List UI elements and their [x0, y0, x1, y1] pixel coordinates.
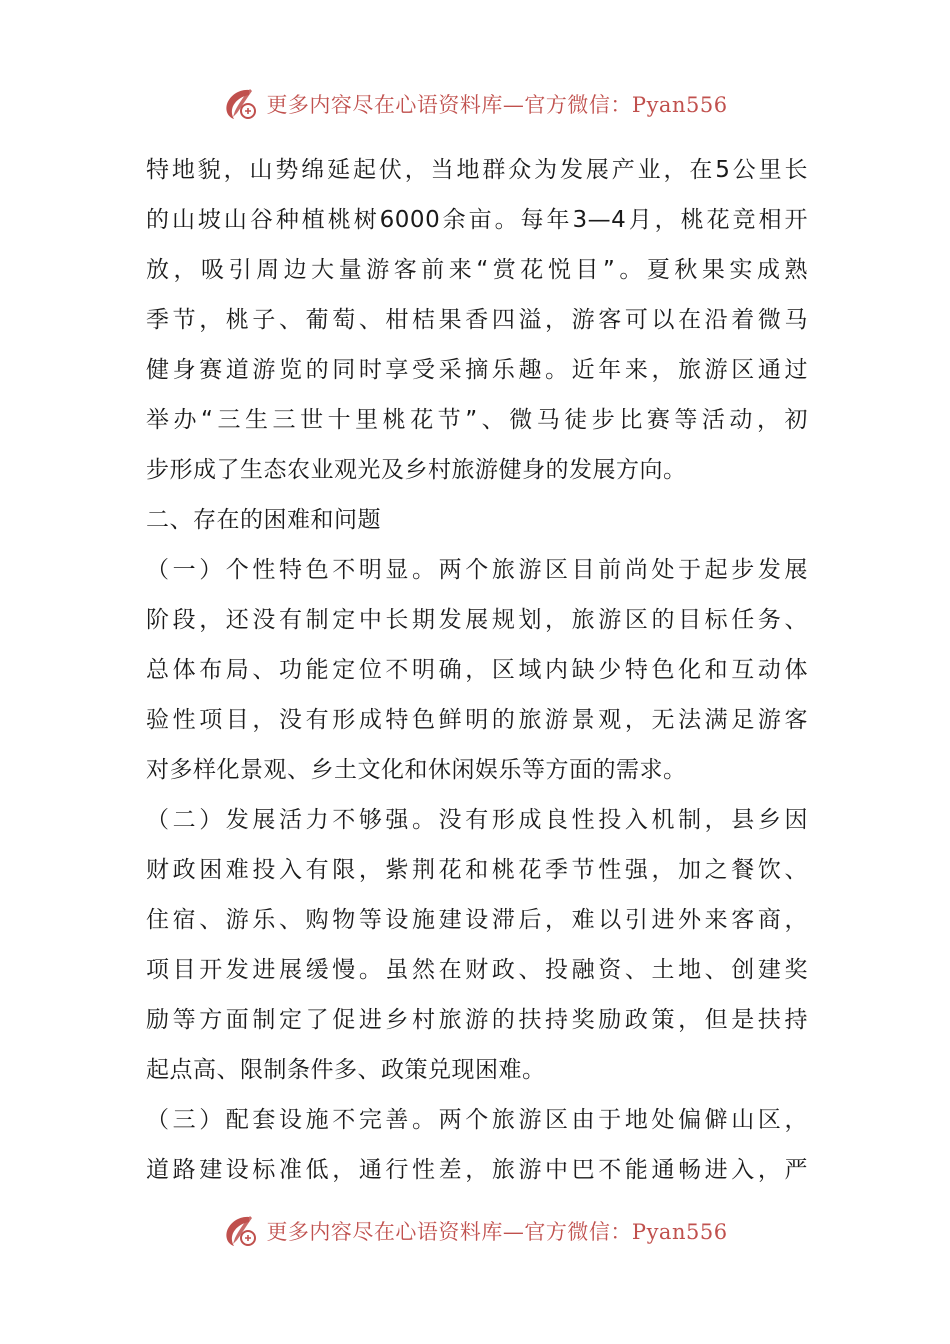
footer-banner-text: 更多内容尽在心语资料库—官方微信：Pyan556 — [266, 1220, 728, 1244]
text-line: （三）配套设施不完善。两个旅游区由于地处偏僻山区， — [146, 1107, 808, 1133]
text-line: 道路建设标准低，通行性差，旅游中巴不能通畅进入，严 — [146, 1157, 808, 1183]
header-banner — [0, 84, 950, 124]
text-line: 季节，桃子、葡萄、柑桔果香四溢，游客可以在沿着微马 — [146, 307, 808, 333]
text-line: 特地貌，山势绵延起伏，当地群众为发展产业，在5公里长 — [146, 157, 808, 183]
text-line: （一）个性特色不明显。两个旅游区目前尚处于起步发展 — [146, 557, 808, 583]
text-line: 住宿、游乐、购物等设施建设滞后，难以引进外来客商， — [146, 907, 808, 933]
text-line: 阶段，还没有制定中长期发展规划，旅游区的目标任务、 — [146, 607, 808, 633]
quill-pen-icon — [222, 86, 260, 122]
text-line: 总体布局、功能定位不明确，区域内缺少特色化和互动体 — [146, 657, 808, 683]
text-line: 健身赛道游览的同时享受采摘乐趣。近年来，旅游区通过 — [146, 357, 808, 383]
quill-pen-icon — [222, 1213, 260, 1249]
text-line: 步形成了生态农业观光及乡村旅游健身的发展方向。 — [146, 457, 687, 483]
footer-banner — [0, 1211, 950, 1251]
text-line: 起点高、限制条件多、政策兑现困难。 — [146, 1057, 546, 1083]
header-banner-text: 更多内容尽在心语资料库—官方微信：Pyan556 — [266, 93, 728, 117]
text-line: （二）发展活力不够强。没有形成良性投入机制，县乡因 — [146, 807, 808, 833]
text-line: 财政困难投入有限，紫荆花和桃花季节性强，加之餐饮、 — [146, 857, 808, 883]
text-line: 励等方面制定了促进乡村旅游的扶持奖励政策，但是扶持 — [146, 1007, 808, 1033]
text-line: 项目开发进展缓慢。虽然在财政、投融资、土地、创建奖 — [146, 957, 808, 983]
text-line: 对多样化景观、乡土文化和休闲娱乐等方面的需求。 — [146, 757, 687, 783]
text-line: 举办“三生三世十里桃花节”、微马徒步比赛等活动，初 — [146, 407, 808, 433]
text-line: 放，吸引周边大量游客前来“赏花悦目”。夏秋果实成熟 — [146, 257, 808, 283]
document-body — [146, 145, 808, 1195]
text-line: 的山坡山谷种植桃树6000余亩。每年3—4月，桃花竞相开 — [146, 207, 808, 233]
text-line: 二、存在的困难和问题 — [146, 507, 381, 533]
text-line: 验性项目，没有形成特色鲜明的旅游景观，无法满足游客 — [146, 707, 808, 733]
